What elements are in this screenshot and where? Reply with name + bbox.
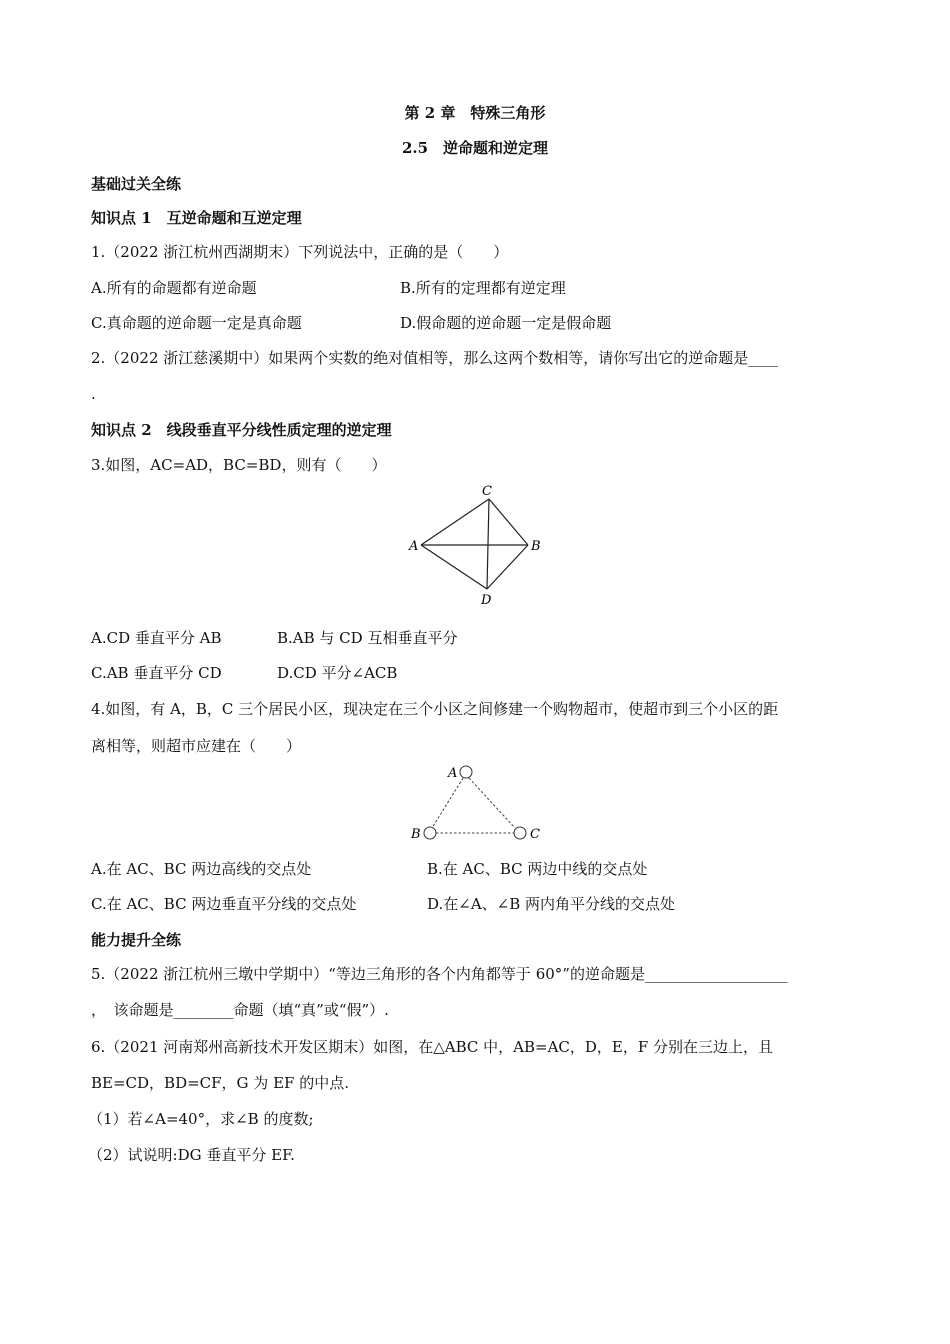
q3-segment-bd [487, 545, 528, 589]
q4-option-b: B.在 AC、BC 两边中线的交点处 [427, 860, 648, 878]
q3-label-c: C [482, 484, 492, 499]
q3-segment-ac [421, 499, 489, 545]
q2-tail: . [91, 385, 96, 403]
knowledge-point-2: 知识点 2 线段垂直平分线性质定理的逆定理 [91, 421, 392, 439]
q3-segment-cd [487, 499, 489, 589]
q3-label-d: D [481, 593, 492, 608]
q4-label-a: A [448, 766, 458, 781]
q4-option-d: D.在∠A、∠B 两内角平分线的交点处 [427, 895, 676, 913]
q4-segment-ac [469, 778, 515, 828]
q6-line1: 6.（2021 河南郑州高新技术开发区期末）如图，在△ABC 中，AB=AC，D，E，F 分别在三边上，且 [91, 1038, 774, 1056]
q3-stem: 3.如图，AC=AD，BC=BD，则有（ ） [91, 456, 387, 474]
q3-label-b: B [531, 539, 541, 554]
q3-segment-da [421, 545, 487, 589]
q4-option-a: A.在 AC、BC 两边高线的交点处 [91, 860, 312, 878]
q4-stem-line2: 离相等，则超市应建在（ ） [91, 737, 302, 755]
q4-point-c [514, 827, 526, 839]
q3-option-a: A.CD 垂直平分 AB [91, 629, 222, 647]
q4-segment-ab [432, 778, 463, 828]
q4-label-b: B [411, 827, 421, 842]
q3-option-c: C.AB 垂直平分 CD [91, 664, 222, 682]
q6-line2: BE=CD，BD=CF，G 为 EF 的中点. [91, 1074, 349, 1092]
q1-option-d: D.假命题的逆命题一定是假命题 [400, 314, 612, 332]
q4-label-c: C [530, 827, 540, 842]
q3-option-b: B.AB 与 CD 互相垂直平分 [277, 629, 458, 647]
q2-stem: 2.（2022 浙江慈溪期中）如果两个实数的绝对值相等，那么这两个数相等，请你写出它的逆命题是____ [91, 349, 779, 367]
q6-part2: （2）试说明:DG 垂直平分 EF. [88, 1146, 295, 1164]
q4-point-a [460, 766, 472, 778]
q1-option-c: C.真命题的逆命题一定是真命题 [91, 314, 302, 332]
section-title: 2.5 逆命题和逆定理 [401, 139, 549, 157]
q5-line2: ， 该命题是________命题（填“真”或“假”）. [91, 1001, 389, 1019]
advanced-heading: 能力提升全练 [91, 931, 182, 949]
q4-stem-line1: 4.如图，有 A，B，C 三个居民小区，现决定在三个小区之间修建一个购物超市，使超市到三个小区的距 [91, 700, 779, 718]
q3-label-a: A [409, 539, 419, 554]
basic-heading: 基础过关全练 [91, 175, 182, 193]
q1-option-b: B.所有的定理都有逆定理 [400, 279, 566, 297]
q4-figure [405, 760, 555, 845]
q3-figure [400, 480, 560, 610]
q6-part1: （1）若∠A=40°，求∠B 的度数; [88, 1110, 314, 1128]
q1-stem: 1.（2022 浙江杭州西湖期末）下列说法中，正确的是（ ） [91, 243, 509, 261]
q5-line1: 5.（2022 浙江杭州三墩中学期中）“等边三角形的各个内角都等于 60°”的逆命题是___________________ [91, 965, 788, 983]
q3-option-d: D.CD 平分∠ACB [277, 664, 398, 682]
chapter-title: 第 2 章 特殊三角形 [404, 104, 546, 122]
q4-option-c: C.在 AC、BC 两边垂直平分线的交点处 [91, 895, 357, 913]
q4-point-b [424, 827, 436, 839]
q1-option-a: A.所有的命题都有逆命题 [91, 279, 257, 297]
knowledge-point-1: 知识点 1 互逆命题和互逆定理 [91, 209, 302, 227]
q3-segment-cb [489, 499, 528, 545]
